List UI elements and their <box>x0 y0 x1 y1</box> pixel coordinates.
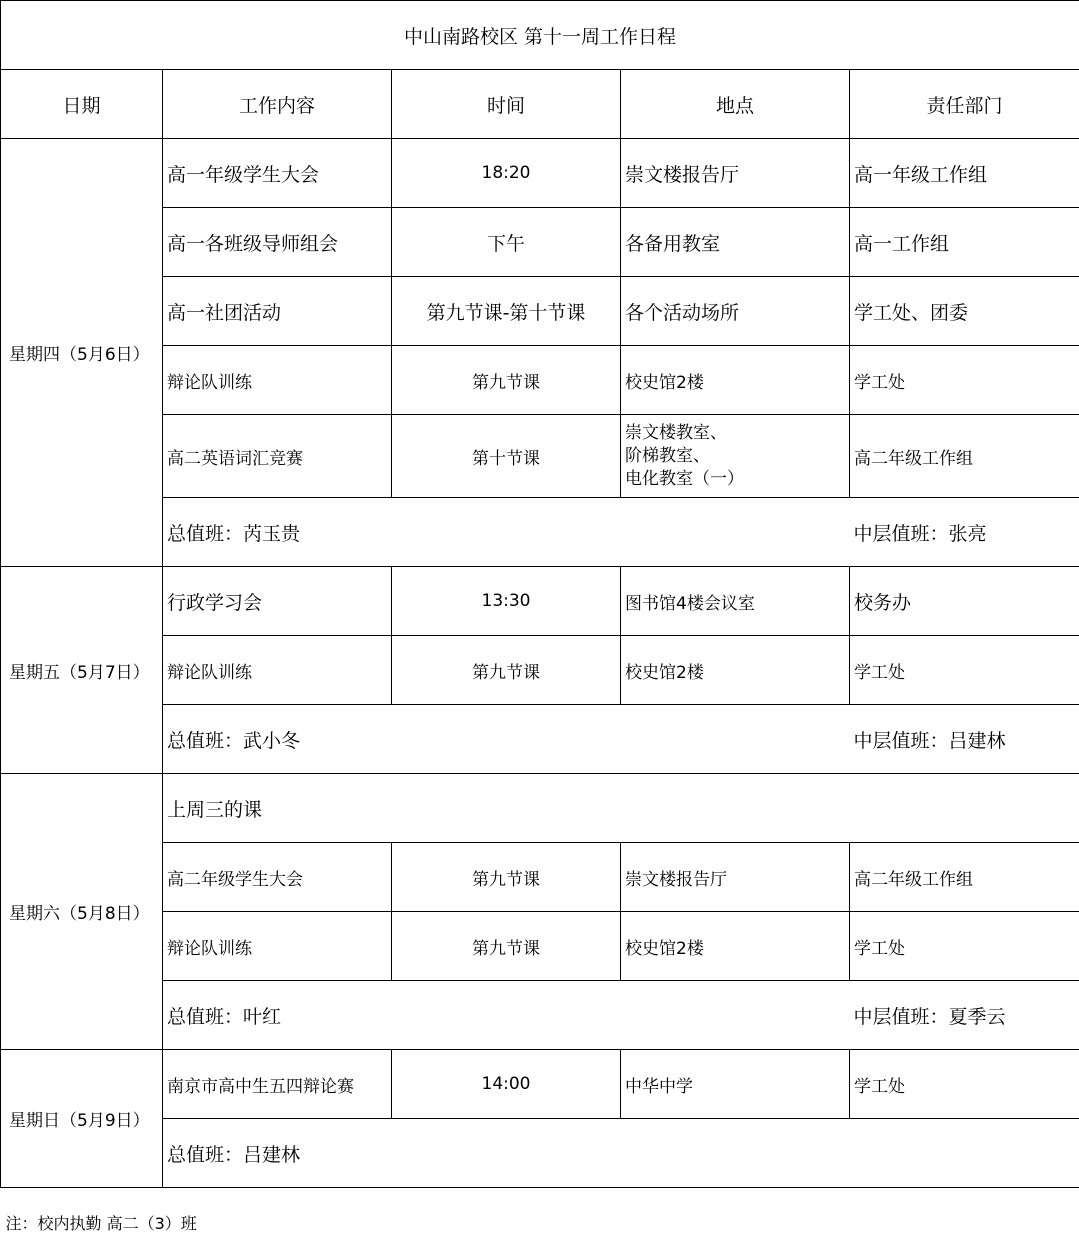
table-row <box>1 567 1079 636</box>
day-label-thursday: 星期四（5月6日） <box>1 139 163 567</box>
work-dept: 学工处 <box>850 636 1079 705</box>
work-dept: 校务办 <box>850 567 1079 636</box>
header-dept: 责任部门 <box>850 70 1079 139</box>
work-place: 图书馆4楼会议室 <box>621 567 850 636</box>
middle-duty <box>621 498 1079 567</box>
work-place: 崇文楼报告厅 <box>621 139 850 208</box>
middle-duty <box>621 981 1079 1050</box>
work-place: 校史馆2楼 <box>621 346 850 415</box>
place-line: 阶梯教室、 <box>625 445 710 466</box>
place-line: 电化教室（一） <box>625 468 744 489</box>
general-duty: 总值班：叶红 <box>163 981 621 1050</box>
table-row <box>1 774 1079 843</box>
header-date: 日期 <box>1 70 163 139</box>
work-content: 辩论队训练 <box>163 346 392 415</box>
general-duty: 总值班：武小冬 <box>163 705 621 774</box>
middle-duty <box>621 705 1079 774</box>
work-time: 18:20 <box>392 139 621 208</box>
footnote: 注：校内执勤 高二（3）班 <box>5 1213 197 1233</box>
header-time: 时间 <box>392 70 621 139</box>
work-place: 校史馆2楼 <box>621 636 850 705</box>
table-row <box>1 208 1079 277</box>
table-row <box>1 912 1079 981</box>
header-content: 工作内容 <box>163 70 392 139</box>
work-content: 南京市高中生五四辩论赛 <box>163 1050 392 1119</box>
work-place <box>621 415 850 498</box>
work-place: 各个活动场所 <box>621 277 850 346</box>
duty-row <box>1 1119 1079 1188</box>
work-content: 辩论队训练 <box>163 636 392 705</box>
middle-duty-text: 中层值班：夏季云 <box>853 1005 1006 1028</box>
work-content: 高二英语词汇竞赛 <box>163 415 392 498</box>
work-time: 第九节课 <box>392 843 621 912</box>
table-row <box>1 415 1079 498</box>
table-row <box>1 277 1079 346</box>
duty-row <box>1 705 1079 774</box>
middle-duty-text: 中层值班：吕建林 <box>853 729 1006 752</box>
work-time: 14:00 <box>392 1050 621 1119</box>
work-dept: 学工处 <box>850 1050 1079 1119</box>
work-dept: 学工处 <box>850 912 1079 981</box>
table-row <box>1 636 1079 705</box>
work-dept: 学工处 <box>850 346 1079 415</box>
work-place: 各备用教室 <box>621 208 850 277</box>
table-row <box>1 346 1079 415</box>
duty-row <box>1 981 1079 1050</box>
general-duty: 总值班：吕建林 <box>163 1119 1079 1188</box>
day-label-saturday: 星期六（5月8日） <box>1 774 163 1050</box>
work-dept: 高一工作组 <box>850 208 1079 277</box>
duty-row <box>1 498 1079 567</box>
work-content: 高一各班级导师组会 <box>163 208 392 277</box>
work-content: 行政学习会 <box>163 567 392 636</box>
day-notice: 上周三的课 <box>163 774 1079 843</box>
work-time: 第十节课 <box>392 415 621 498</box>
work-dept: 学工处、团委 <box>850 277 1079 346</box>
table-row <box>1 139 1079 208</box>
work-time: 13:30 <box>392 567 621 636</box>
work-time: 第九节课-第十节课 <box>392 277 621 346</box>
header-row <box>1 70 1079 139</box>
work-dept: 高二年级工作组 <box>850 415 1079 498</box>
general-duty: 总值班：芮玉贵 <box>163 498 621 567</box>
work-content: 高一社团活动 <box>163 277 392 346</box>
work-content: 高二年级学生大会 <box>163 843 392 912</box>
work-dept: 高二年级工作组 <box>850 843 1079 912</box>
work-dept: 高一年级工作组 <box>850 139 1079 208</box>
place-line: 崇文楼教室、 <box>625 422 727 443</box>
work-time: 下午 <box>392 208 621 277</box>
work-place: 中华中学 <box>621 1050 850 1119</box>
work-time: 第九节课 <box>392 636 621 705</box>
work-place: 崇文楼报告厅 <box>621 843 850 912</box>
work-time: 第九节课 <box>392 346 621 415</box>
day-label-sunday: 星期日（5月9日） <box>1 1050 163 1188</box>
table-row <box>1 843 1079 912</box>
work-content: 辩论队训练 <box>163 912 392 981</box>
middle-duty-text: 中层值班：张亮 <box>853 522 987 545</box>
table-row <box>1 1050 1079 1119</box>
header-place: 地点 <box>621 70 850 139</box>
work-content: 高一年级学生大会 <box>163 139 392 208</box>
page-title: 中山南路校区 第十一周工作日程 <box>1 1 1079 70</box>
work-time: 第九节课 <box>392 912 621 981</box>
day-label-friday: 星期五（5月7日） <box>1 567 163 774</box>
work-place: 校史馆2楼 <box>621 912 850 981</box>
